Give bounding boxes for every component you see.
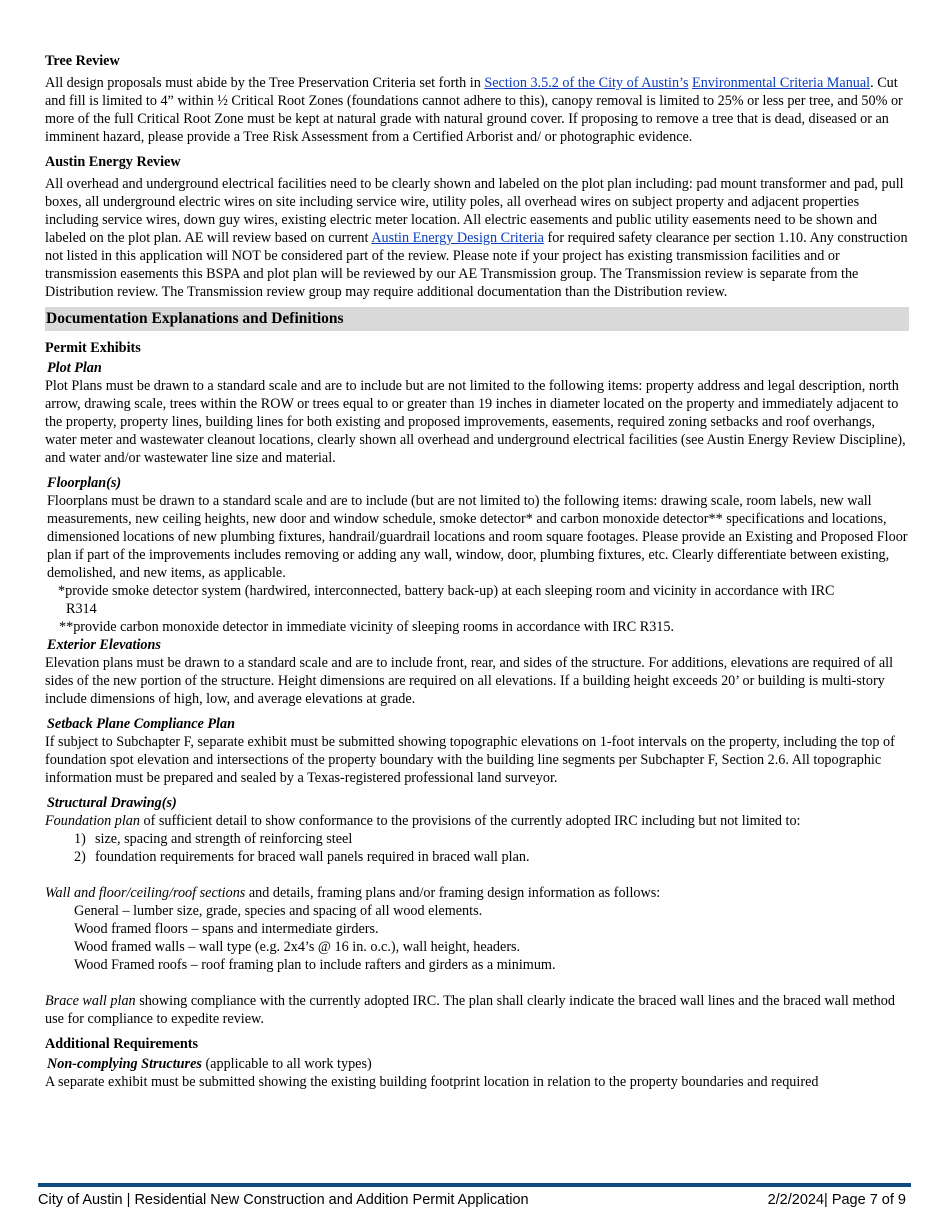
- floorplans-body: Floorplans must be drawn to a standard scale and are to include (but are not limited to) the following items: drawing scale, room labels, new wall measurements, new ceiling heights, new door and window schedule, smoke detector* and carbon monoxide detector** specifications and locations, dimensioned locations of new plumbing fixtures, handrail/guardrail locations and room square footages. Please provide an Existing and Proposed Floor plan if part of the improvements includes removing or adding any wall, window, door, plumbing fixtures, etc. Clearly differentiate between existing, demolished, and new items, as applicable.: [47, 493, 908, 581]
- permit-exhibits-heading: Permit Exhibits: [45, 340, 141, 356]
- floorplans-title: Floorplan(s): [47, 475, 122, 491]
- setback-plan-title: Setback Plane Compliance Plan: [47, 716, 235, 732]
- list-text: foundation requirements for braced wall panels required in braced wall plan.: [95, 849, 530, 865]
- wall-sections-label: Wall and floor/ceiling/roof sections: [45, 885, 246, 901]
- plot-plan-title: Plot Plan: [47, 360, 102, 376]
- footer-rule: [38, 1183, 911, 1187]
- wall-sections-text: and details, framing plans and/or framing design information as follows:: [245, 885, 661, 901]
- additional-requirements-heading: Additional Requirements: [45, 1036, 199, 1052]
- austin-energy-text-1: All overhead and underground electrical facilities need to be clearly shown and labeled on the plot plan including: pad mount transformer and pad, pull boxes, all underground electric wires on site including service wire, utility poles, all overhead wires on subject property and adjacent properties including service wires, down guy wires, existing electric meter location. All electric easements and public utility easements need to be shown and labeled on the plot plan. AE will review based on current: [45, 176, 904, 246]
- wall-item: Wood framed floors – spans and intermediate girders.: [74, 921, 379, 937]
- wall-item: Wood framed walls – wall type (e.g. 2x4’s @ 16 in. o.c.), wall height, headers.: [74, 939, 521, 955]
- tree-review-text-2: . Cut and fill is limited to 4” within ½ Critical Root Zones (foundations cannot adhere to this), canopy removal is limited to 25% or less per tree, and 50% or more of the full Critical Root Zone must be kept at natural grade with natural ground cover. If proposing to remove a tree that is dead, diseased or an imminent hazard, please provide a Tree Risk Assessment from a Certified Arborist and/ or photographic evidence.: [45, 75, 903, 145]
- tree-review-body: [45, 74, 909, 146]
- non-complying-title-line: [45, 1055, 909, 1073]
- smoke-detector-note: *provide smoke detector system (hardwired, interconnected, battery back-up) at each sleeping room and vicinity in accordance with IRC: [58, 583, 835, 599]
- plot-plan-body: Plot Plans must be drawn to a standard scale and are to include but are not limited to the following items: property address and legal description, north arrow, drawing scale, trees within the ROW or trees equal to or greater than 19 inches in diameter located on the property and immediately adjacent to the property, property lines, building lines for both existing and proposed improvements, easements, required zoning setbacks and roof overhangs, water meter and wastewater cleanout locations, clearly shown all overhead and underground electrical facilities (see Austin Energy Review Discipline), and water and/or wastewater line size and material.: [45, 378, 906, 466]
- list-number: 2): [74, 849, 86, 865]
- brace-wall-label: Brace wall plan: [45, 993, 136, 1009]
- document-page: [45, 52, 909, 1091]
- section-heading-band: Documentation Explanations and Definitions: [45, 307, 909, 331]
- environmental-criteria-manual-link[interactable]: Environmental Criteria Manual: [692, 75, 871, 91]
- brace-wall-text: showing compliance with the currently adopted IRC. The plan shall clearly indicate the braced wall lines and the braced wall method use for compliance to expedite review.: [45, 993, 895, 1027]
- non-complying-suffix: (applicable to all work types): [201, 1056, 372, 1072]
- brace-wall-paragraph: [45, 992, 909, 1028]
- foundation-plan-text: of sufficient detail to show conformance to the provisions of the currently adopted IRC including but not limited to:: [139, 813, 801, 829]
- foundation-plan-paragraph: [45, 812, 909, 830]
- austin-energy-text-2: for required safety clearance per section 1.10. Any construction not listed in this application will NOT be considered part of the review. Please note if your project has existing transmission facilities and or transmission easements this BSPA and plot plan will be reviewed by our AE Transmission group. The Transmission review is separate from the Distribution review. The Transmission review group may require additional documentation than the Distribution review.: [45, 230, 908, 300]
- tree-review-heading: Tree Review: [45, 53, 120, 69]
- foundation-list: [45, 830, 909, 866]
- austin-energy-design-criteria-link[interactable]: Austin Energy Design Criteria: [371, 230, 544, 246]
- wall-item: General – lumber size, grade, species and spacing of all wood elements.: [74, 903, 483, 919]
- foundation-plan-label: Foundation plan: [45, 813, 140, 829]
- footer-right: 2/2/2024| Page 7 of 9: [767, 1192, 906, 1208]
- exterior-elevations-title: Exterior Elevations: [47, 637, 161, 653]
- tree-review-text-1: All design proposals must abide by the Tree Preservation Criteria set forth in: [45, 75, 485, 91]
- wall-sections-paragraph: [45, 884, 909, 902]
- setback-plan-body: If subject to Subchapter F, separate exhibit must be submitted showing topographic elevations on 1-foot intervals on the property, including the top of foundation spot elevation and intersections of the property boundary with the building line segments per Subchapter F, Section 2.6. All topographic information must be prepared and sealed by a Texas-registered professional land surveyor.: [45, 734, 895, 786]
- smoke-detector-note-cont: R314: [66, 601, 97, 617]
- structural-drawings-title: Structural Drawing(s): [47, 795, 177, 811]
- carbon-monoxide-note: **provide carbon monoxide detector in immediate vicinity of sleeping rooms in accordance with IRC R315.: [59, 619, 675, 635]
- exterior-elevations-body: Elevation plans must be drawn to a standard scale and are to include front, rear, and sides of the structure. For additions, elevations are required of all sides of the new portion of the structure. Height dimensions are required on all elevations. If a building height exceeds 20’ or building is multi-story include dimensions of high, low, and average elevations at grade.: [45, 655, 894, 707]
- page-footer: [38, 1192, 906, 1208]
- non-complying-title: Non-complying Structures: [47, 1056, 202, 1072]
- footer-left: City of Austin | Residential New Construction and Addition Permit Application: [38, 1192, 529, 1208]
- list-item: [74, 848, 909, 866]
- austin-energy-body: [45, 175, 909, 301]
- list-item: [74, 830, 909, 848]
- list-text: size, spacing and strength of reinforcing steel: [95, 831, 353, 847]
- non-complying-body: A separate exhibit must be submitted showing the existing building footprint location in relation to the property boundaries and required: [45, 1074, 819, 1090]
- austin-energy-heading: Austin Energy Review: [45, 154, 181, 170]
- list-number: 1): [74, 831, 86, 847]
- section-3-5-2-link[interactable]: Section 3.5.2 of the City of Austin’s: [484, 75, 689, 91]
- wall-item: Wood Framed roofs – roof framing plan to include rafters and girders as a minimum.: [74, 957, 556, 973]
